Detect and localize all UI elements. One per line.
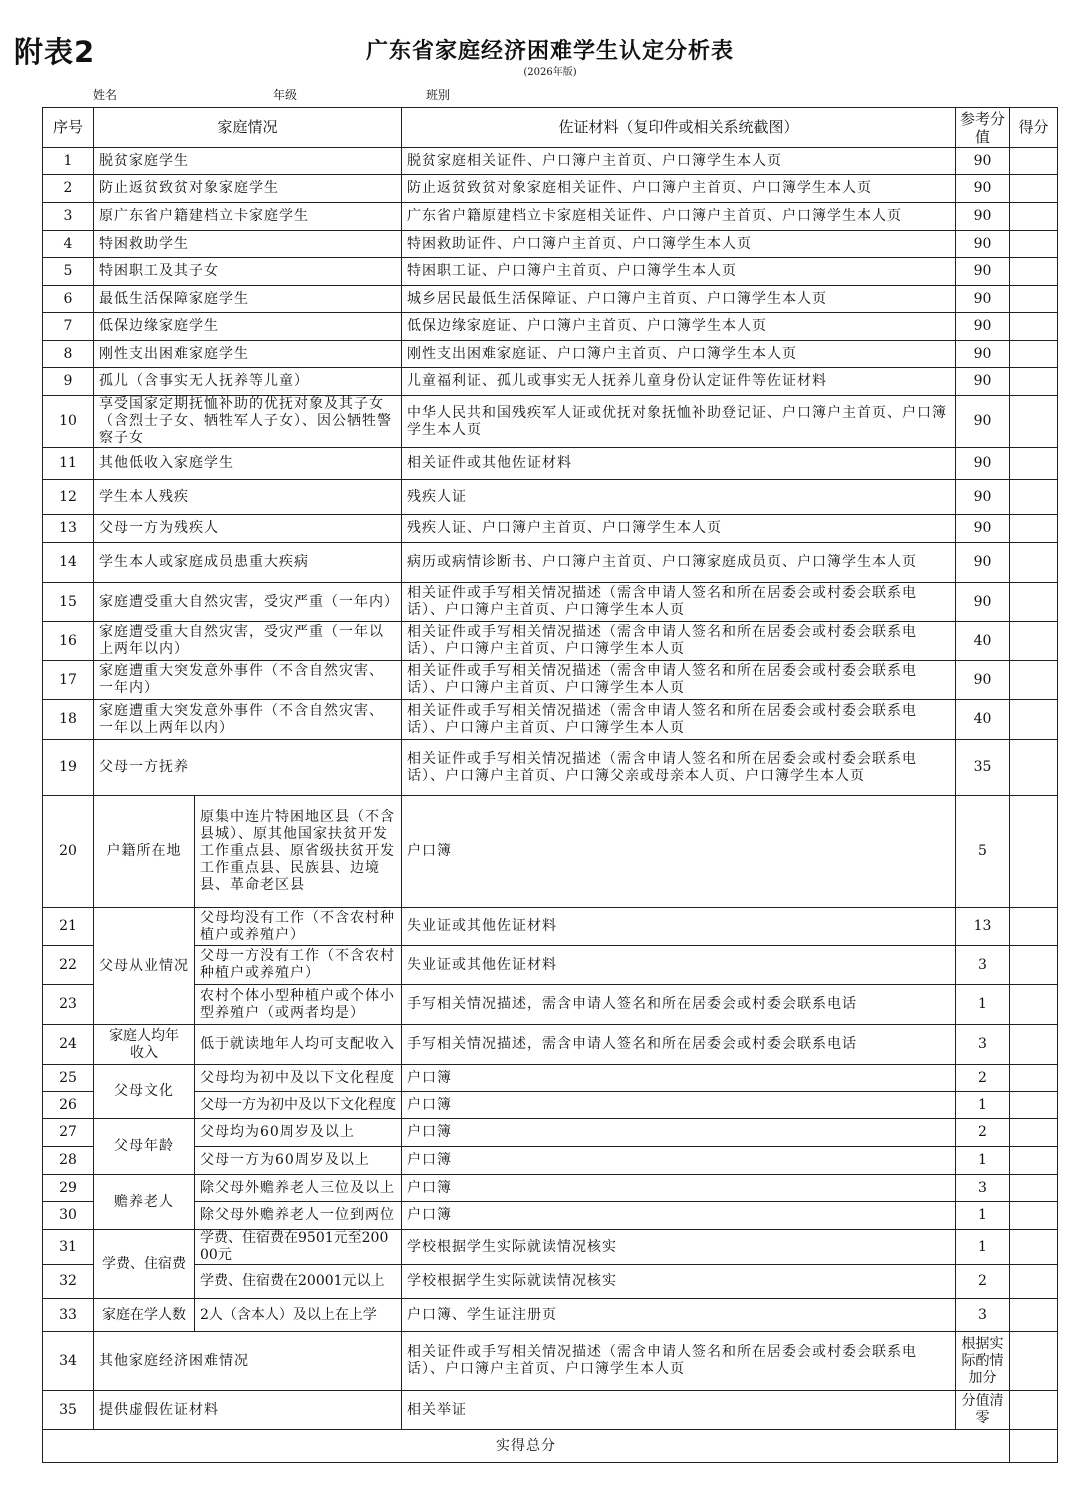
row-no: 34 [43, 1332, 94, 1391]
row-no: 9 [43, 368, 94, 396]
ref-score-cell: 2 [956, 1065, 1010, 1092]
situation-cell: 家庭遭重大突发意外事件（不含自然灾害、一年以上两年以内） [94, 700, 402, 740]
evidence-cell: 失业证或其他佐证材料 [402, 908, 956, 946]
evidence-cell: 户口簿 [402, 1119, 956, 1147]
item-cell: 父母一方为初中及以下文化程度 [195, 1092, 402, 1119]
table-row [43, 985, 1058, 1025]
score-input-cell[interactable] [1010, 946, 1058, 985]
ref-score-cell: 分值清零 [956, 1391, 1010, 1430]
table-row [43, 368, 1058, 396]
table-row [43, 1065, 1058, 1092]
score-input-cell[interactable] [1010, 341, 1058, 368]
evidence-cell: 特困职工证、户口簿户主首页、户口簿学生本人页 [402, 258, 956, 286]
total-row [43, 1430, 1058, 1463]
row-no: 24 [43, 1025, 94, 1065]
row-no: 25 [43, 1065, 94, 1092]
item-cell: 2人（含本人）及以上在上学 [195, 1299, 402, 1332]
table-row [43, 1025, 1058, 1065]
situation-cell: 特困职工及其子女 [94, 258, 402, 286]
ref-score-cell: 1 [956, 1147, 1010, 1175]
ref-score-cell: 2 [956, 1119, 1010, 1147]
situation-cell: 最低生活保障家庭学生 [94, 286, 402, 313]
table-row [43, 908, 1058, 946]
ref-score-cell: 1 [956, 985, 1010, 1025]
score-input-cell[interactable] [1010, 622, 1058, 661]
evidence-cell: 相关证件或手写相关情况描述（需含申请人签名和所在居委会或村委会联系电话）、户口簿户主首页、户口簿学生本人页 [402, 1332, 956, 1391]
ref-score-cell: 90 [956, 258, 1010, 286]
evidence-cell: 儿童福利证、孤儿或事实无人抚养儿童身份认定证件等佐证材料 [402, 368, 956, 396]
row-no: 23 [43, 985, 94, 1025]
col-header-ref-score: 参考分值 [956, 108, 1010, 148]
item-cell: 父母一方没有工作（不含农村种植户或养殖户） [195, 946, 402, 985]
row-no: 31 [43, 1230, 94, 1265]
row-no: 3 [43, 203, 94, 231]
score-input-cell[interactable] [1010, 480, 1058, 515]
situation-cell: 孤儿（含事实无人抚养等儿童） [94, 368, 402, 396]
evidence-cell: 残疾人证 [402, 480, 956, 515]
row-no: 15 [43, 583, 94, 622]
evidence-cell: 刚性支出困难家庭证、户口簿户主首页、户口簿学生本人页 [402, 341, 956, 368]
situation-cell: 父母一方抚养 [94, 740, 402, 796]
score-input-cell[interactable] [1010, 1025, 1058, 1065]
ref-score-cell: 3 [956, 946, 1010, 985]
ref-score-cell: 35 [956, 740, 1010, 796]
ref-score-cell: 90 [956, 396, 1010, 448]
score-input-cell[interactable] [1010, 908, 1058, 946]
item-cell: 原集中连片特困地区县（不含县城）、原其他国家扶贫开发工作重点县、原省级扶贫开发工作重点县、民族县、边境县、革命老区县 [195, 796, 402, 908]
item-cell: 低于就读地年人均可支配收入 [195, 1025, 402, 1065]
item-cell: 除父母外赡养老人三位及以上 [195, 1175, 402, 1202]
item-cell: 父母均为初中及以下文化程度 [195, 1065, 402, 1092]
table-row [43, 1175, 1058, 1202]
table-row [43, 175, 1058, 203]
item-cell: 农村个体小型种植户或个体小型养殖户（或两者均是） [195, 985, 402, 1025]
evidence-cell: 残疾人证、户口簿户主首页、户口簿学生本人页 [402, 515, 956, 543]
table-row [43, 1332, 1058, 1391]
score-input-cell[interactable] [1010, 740, 1058, 796]
class-label: 班别 [426, 88, 451, 102]
assessment-table [42, 107, 1058, 1463]
table-row [43, 1202, 1058, 1230]
total-score-input-cell[interactable] [1010, 1430, 1058, 1463]
score-input-cell[interactable] [1010, 1092, 1058, 1119]
situation-cell: 特困救助学生 [94, 231, 402, 258]
col-header-score: 得分 [1010, 108, 1058, 148]
table-row [43, 700, 1058, 740]
ref-score-cell: 90 [956, 231, 1010, 258]
row-no: 35 [43, 1391, 94, 1430]
col-header-no: 序号 [43, 108, 94, 148]
situation-cell: 家庭遭重大突发意外事件（不含自然灾害、一年内） [94, 661, 402, 700]
row-no: 27 [43, 1119, 94, 1147]
ref-score-cell: 1 [956, 1230, 1010, 1265]
table-row [43, 341, 1058, 368]
score-input-cell[interactable] [1010, 1230, 1058, 1265]
row-no: 17 [43, 661, 94, 700]
table-row [43, 661, 1058, 700]
doc-label: 附表2 [14, 35, 96, 69]
category-cell: 父母文化 [94, 1065, 195, 1119]
row-no: 8 [43, 341, 94, 368]
row-no: 20 [43, 796, 94, 908]
table-row [43, 740, 1058, 796]
row-no: 6 [43, 286, 94, 313]
ref-score-cell: 90 [956, 448, 1010, 480]
category-cell: 学费、住宿费 [94, 1230, 195, 1299]
score-input-cell[interactable] [1010, 1391, 1058, 1430]
row-no: 12 [43, 480, 94, 515]
evidence-cell: 户口簿 [402, 1202, 956, 1230]
evidence-cell: 广东省户籍原建档立卡家庭相关证件、户口簿户主首页、户口簿学生本人页 [402, 203, 956, 231]
doc-edition: (2026年版) [523, 67, 577, 78]
ref-score-cell: 90 [956, 341, 1010, 368]
score-input-cell[interactable] [1010, 175, 1058, 203]
situation-cell: 享受国家定期抚恤补助的优抚对象及其子女（含烈士子女、牺牲军人子女）、因公牺牲警察子女 [94, 396, 402, 448]
score-input-cell[interactable] [1010, 313, 1058, 341]
evidence-cell: 学校根据学生实际就读情况核实 [402, 1230, 956, 1265]
situation-cell: 低保边缘家庭学生 [94, 313, 402, 341]
situation-cell: 脱贫家庭学生 [94, 148, 402, 175]
evidence-cell: 户口簿 [402, 1175, 956, 1202]
situation-cell: 提供虚假佐证材料 [94, 1391, 402, 1430]
row-no: 7 [43, 313, 94, 341]
row-no: 11 [43, 448, 94, 480]
ref-score-cell: 3 [956, 1025, 1010, 1065]
table-row [43, 1092, 1058, 1119]
score-input-cell[interactable] [1010, 661, 1058, 700]
evidence-cell: 相关证件或手写相关情况描述（需含申请人签名和所在居委会或村委会联系电话）、户口簿户主首页、户口簿父亲或母亲本人页、户口簿学生本人页 [402, 740, 956, 796]
table-row [43, 622, 1058, 661]
ref-score-cell: 根据实际酌情加分 [956, 1332, 1010, 1391]
table-row [43, 1299, 1058, 1332]
row-no: 29 [43, 1175, 94, 1202]
row-no: 5 [43, 258, 94, 286]
row-no: 16 [43, 622, 94, 661]
row-no: 30 [43, 1202, 94, 1230]
score-input-cell[interactable] [1010, 515, 1058, 543]
ref-score-cell: 90 [956, 480, 1010, 515]
table-row [43, 543, 1058, 583]
score-input-cell[interactable] [1010, 1175, 1058, 1202]
table-row [43, 515, 1058, 543]
ref-score-cell: 3 [956, 1299, 1010, 1332]
score-input-cell[interactable] [1010, 1202, 1058, 1230]
table-row [43, 1147, 1058, 1175]
evidence-cell: 特困救助证件、户口簿户主首页、户口簿学生本人页 [402, 231, 956, 258]
ref-score-cell: 90 [956, 368, 1010, 396]
evidence-cell: 相关证件或手写相关情况描述（需含申请人签名和所在居委会或村委会联系电话）、户口簿户主首页、户口簿学生本人页 [402, 661, 956, 700]
row-no: 32 [43, 1265, 94, 1299]
evidence-cell: 学校根据学生实际就读情况核实 [402, 1265, 956, 1299]
score-input-cell[interactable] [1010, 396, 1058, 448]
score-input-cell[interactable] [1010, 1065, 1058, 1092]
table-row [43, 1119, 1058, 1147]
score-input-cell[interactable] [1010, 700, 1058, 740]
evidence-cell: 防止返贫致贫对象家庭相关证件、户口簿户主首页、户口簿学生本人页 [402, 175, 956, 203]
score-input-cell[interactable] [1010, 1332, 1058, 1391]
row-no: 1 [43, 148, 94, 175]
table-row [43, 286, 1058, 313]
ref-score-cell: 90 [956, 148, 1010, 175]
ref-score-cell: 3 [956, 1175, 1010, 1202]
grade-label: 年级 [273, 88, 298, 102]
evidence-cell: 户口簿 [402, 1147, 956, 1175]
evidence-cell: 失业证或其他佐证材料 [402, 946, 956, 985]
table-row [43, 796, 1058, 908]
evidence-cell: 相关举证 [402, 1391, 956, 1430]
ref-score-cell: 40 [956, 700, 1010, 740]
item-cell: 父母一方为60周岁及以上 [195, 1147, 402, 1175]
name-label: 姓名 [93, 88, 118, 102]
item-cell: 父母均没有工作（不含农村种植户或养殖户） [195, 908, 402, 946]
score-input-cell[interactable] [1010, 543, 1058, 583]
table-row [43, 946, 1058, 985]
ref-score-cell: 5 [956, 796, 1010, 908]
score-input-cell[interactable] [1010, 583, 1058, 622]
score-input-cell[interactable] [1010, 1265, 1058, 1299]
score-input-cell[interactable] [1010, 231, 1058, 258]
row-no: 2 [43, 175, 94, 203]
row-no: 28 [43, 1147, 94, 1175]
category-cell: 户籍所在地 [94, 796, 195, 908]
situation-cell: 防止返贫致贫对象家庭学生 [94, 175, 402, 203]
evidence-cell: 相关证件或手写相关情况描述（需含申请人签名和所在居委会或村委会联系电话）、户口簿户主首页、户口簿学生本人页 [402, 622, 956, 661]
evidence-cell: 户口簿、学生证注册页 [402, 1299, 956, 1332]
ref-score-cell: 90 [956, 661, 1010, 700]
situation-cell: 学生本人或家庭成员患重大疾病 [94, 543, 402, 583]
evidence-cell: 相关证件或手写相关情况描述（需含申请人签名和所在居委会或村委会联系电话）、户口簿户主首页、户口簿学生本人页 [402, 700, 956, 740]
evidence-cell: 低保边缘家庭证、户口簿户主首页、户口簿学生本人页 [402, 313, 956, 341]
ref-score-cell: 13 [956, 908, 1010, 946]
table-row [43, 1391, 1058, 1430]
ref-score-cell: 90 [956, 175, 1010, 203]
evidence-cell: 城乡居民最低生活保障证、户口簿户主首页、户口簿学生本人页 [402, 286, 956, 313]
evidence-cell: 手写相关情况描述，需含申请人签名和所在居委会或村委会联系电话 [402, 1025, 956, 1065]
row-no: 18 [43, 700, 94, 740]
score-input-cell[interactable] [1010, 368, 1058, 396]
category-cell: 父母年龄 [94, 1119, 195, 1175]
table-row [43, 148, 1058, 175]
ref-score-cell: 90 [956, 286, 1010, 313]
score-input-cell[interactable] [1010, 1147, 1058, 1175]
evidence-cell: 户口簿 [402, 796, 956, 908]
table-row [43, 480, 1058, 515]
table-row [43, 448, 1058, 480]
row-no: 26 [43, 1092, 94, 1119]
ref-score-cell: 1 [956, 1202, 1010, 1230]
score-input-cell[interactable] [1010, 1299, 1058, 1332]
category-cell: 家庭在学人数 [94, 1299, 195, 1332]
category-cell: 家庭人均年收入 [94, 1025, 195, 1065]
ref-score-cell: 40 [956, 622, 1010, 661]
table-row [43, 258, 1058, 286]
category-cell: 父母从业情况 [94, 908, 195, 1025]
ref-score-cell: 2 [956, 1265, 1010, 1299]
total-label: 实得总分 [43, 1430, 1010, 1463]
evidence-cell: 手写相关情况描述，需含申请人签名和所在居委会或村委会联系电话 [402, 985, 956, 1025]
col-header-evidence: 佐证材料（复印件或相关系统截图） [402, 108, 956, 148]
ref-score-cell: 1 [956, 1092, 1010, 1119]
evidence-cell: 户口簿 [402, 1092, 956, 1119]
row-no: 14 [43, 543, 94, 583]
row-no: 22 [43, 946, 94, 985]
row-no: 19 [43, 740, 94, 796]
evidence-cell: 中华人民共和国残疾军人证或优抚对象抚恤补助登记证、户口簿户主首页、户口簿学生本人页 [402, 396, 956, 448]
score-input-cell[interactable] [1010, 286, 1058, 313]
item-cell: 学费、住宿费在9501元至20000元 [195, 1230, 402, 1265]
table-row [43, 583, 1058, 622]
table-row [43, 396, 1058, 448]
category-cell: 赡养老人 [94, 1175, 195, 1230]
table-row [43, 1230, 1058, 1265]
ref-score-cell: 90 [956, 313, 1010, 341]
row-no: 21 [43, 908, 94, 946]
score-input-cell[interactable] [1010, 203, 1058, 231]
item-cell: 学费、住宿费在20001元以上 [195, 1265, 402, 1299]
situation-cell: 父母一方为残疾人 [94, 515, 402, 543]
evidence-cell: 户口簿 [402, 1065, 956, 1092]
score-input-cell[interactable] [1010, 985, 1058, 1025]
situation-cell: 原广东省户籍建档立卡家庭学生 [94, 203, 402, 231]
score-input-cell[interactable] [1010, 796, 1058, 908]
score-input-cell[interactable] [1010, 148, 1058, 175]
situation-cell: 其他低收入家庭学生 [94, 448, 402, 480]
situation-cell: 家庭遭受重大自然灾害，受灾严重（一年以上两年以内） [94, 622, 402, 661]
table-row [43, 313, 1058, 341]
evidence-cell: 相关证件或其他佐证材料 [402, 448, 956, 480]
doc-title: 广东省家庭经济困难学生认定分析表 [365, 39, 734, 64]
table-row [43, 231, 1058, 258]
evidence-cell: 脱贫家庭相关证件、户口簿户主首页、户口簿学生本人页 [402, 148, 956, 175]
situation-cell: 其他家庭经济困难情况 [94, 1332, 402, 1391]
ref-score-cell: 90 [956, 515, 1010, 543]
ref-score-cell: 90 [956, 583, 1010, 622]
evidence-cell: 病历或病情诊断书、户口簿户主首页、户口簿家庭成员页、户口簿学生本人页 [402, 543, 956, 583]
situation-cell: 学生本人残疾 [94, 480, 402, 515]
row-no: 4 [43, 231, 94, 258]
table-row [43, 1265, 1058, 1299]
ref-score-cell: 90 [956, 203, 1010, 231]
table-row [43, 203, 1058, 231]
situation-cell: 刚性支出困难家庭学生 [94, 341, 402, 368]
item-cell: 父母均为60周岁及以上 [195, 1119, 402, 1147]
situation-cell: 家庭遭受重大自然灾害，受灾严重（一年内） [94, 583, 402, 622]
item-cell: 除父母外赡养老人一位到两位 [195, 1202, 402, 1230]
evidence-cell: 相关证件或手写相关情况描述（需含申请人签名和所在居委会或村委会联系电话）、户口簿户主首页、户口簿学生本人页 [402, 583, 956, 622]
score-input-cell[interactable] [1010, 1119, 1058, 1147]
ref-score-cell: 90 [956, 543, 1010, 583]
row-no: 33 [43, 1299, 94, 1332]
table-header-row [43, 108, 1058, 148]
score-input-cell[interactable] [1010, 258, 1058, 286]
col-header-situation: 家庭情况 [94, 108, 402, 148]
row-no: 10 [43, 396, 94, 448]
score-input-cell[interactable] [1010, 448, 1058, 480]
row-no: 13 [43, 515, 94, 543]
